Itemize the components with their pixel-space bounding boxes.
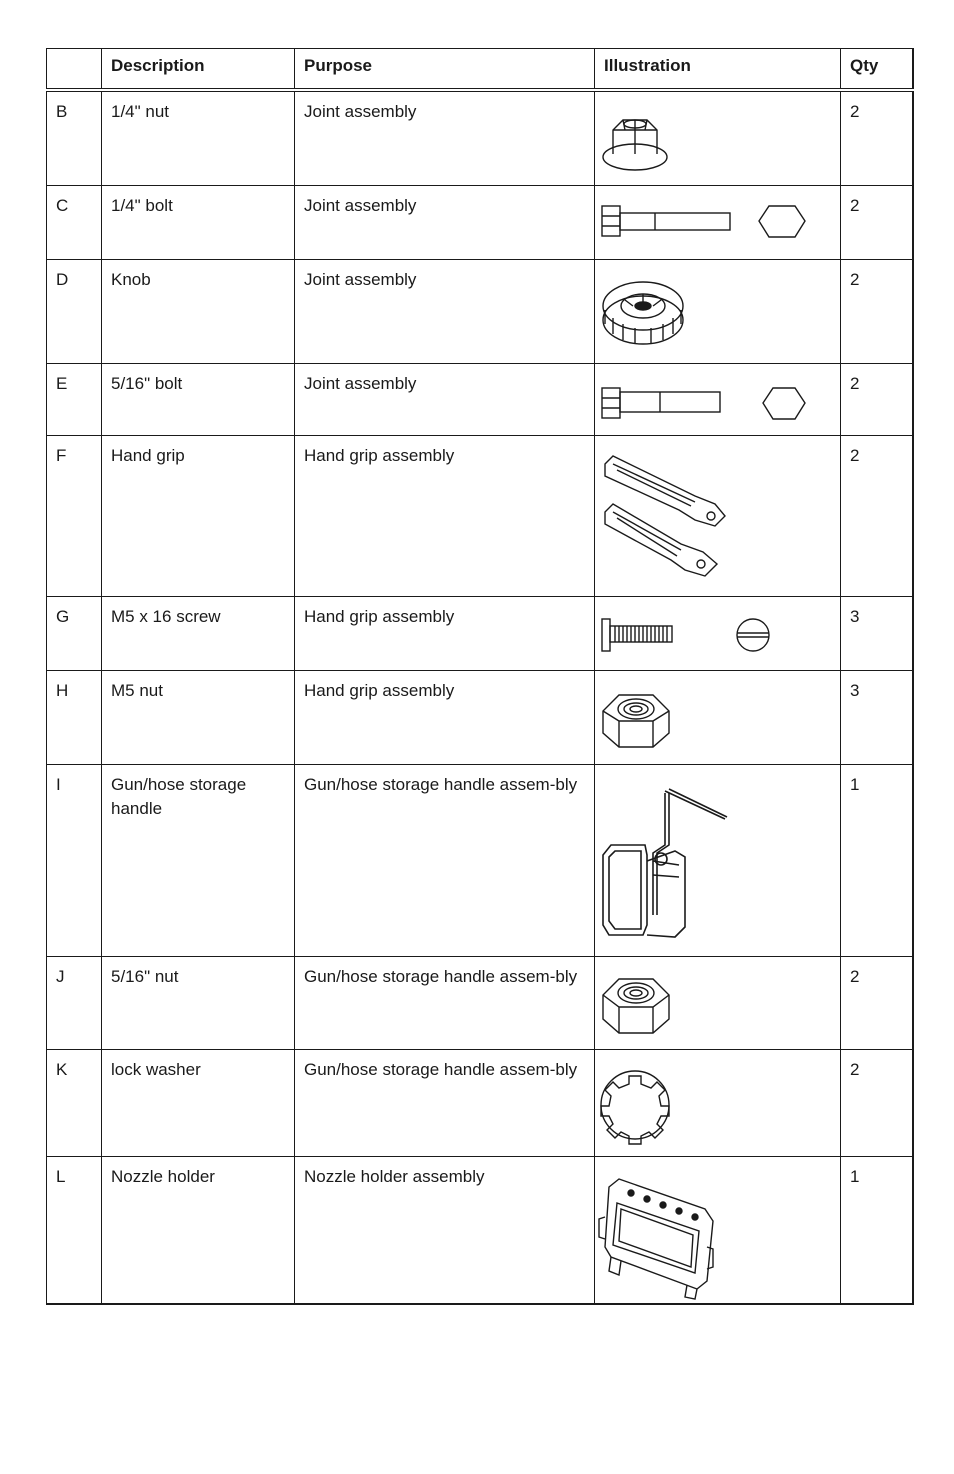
part-description: 5/16" bolt: [102, 364, 295, 436]
table-row: [47, 671, 913, 765]
table-row: [47, 765, 913, 957]
table-row: [47, 364, 913, 436]
table-row: [47, 186, 913, 260]
header-qty: Qty: [841, 49, 913, 91]
flange-nut-icon: [595, 92, 839, 185]
part-purpose: Hand grip assembly: [295, 597, 595, 671]
part-qty: 2: [841, 186, 913, 260]
part-purpose: Joint assembly: [295, 90, 595, 186]
part-qty: 1: [841, 1157, 913, 1304]
header-description: Description: [102, 49, 295, 91]
part-illustration: [595, 1050, 841, 1157]
part-id: H: [47, 671, 102, 765]
table-row: [47, 597, 913, 671]
header-row: [47, 49, 913, 91]
part-description: M5 nut: [102, 671, 295, 765]
part-id: J: [47, 957, 102, 1050]
part-purpose: Hand grip assembly: [295, 436, 595, 597]
header-id: [47, 49, 102, 91]
header-illustration: Illustration: [595, 49, 841, 91]
part-illustration: [595, 671, 841, 765]
wire-handle-icon: [595, 765, 839, 955]
part-qty: 3: [841, 597, 913, 671]
part-illustration: [595, 186, 841, 260]
nozzle-holder-icon: [595, 1157, 839, 1302]
part-id: E: [47, 364, 102, 436]
table-row: [47, 260, 913, 364]
hex-nut-icon: [595, 671, 839, 763]
part-illustration: [595, 364, 841, 436]
part-id: K: [47, 1050, 102, 1157]
parts-table: [46, 48, 914, 1305]
table-row: [47, 436, 913, 597]
part-illustration: [595, 765, 841, 957]
hex-bolt-icon: [595, 364, 839, 434]
part-illustration: [595, 597, 841, 671]
table-row: [47, 1157, 913, 1304]
part-qty: 2: [841, 260, 913, 364]
part-purpose: Joint assembly: [295, 260, 595, 364]
part-illustration: [595, 260, 841, 364]
part-illustration: [595, 436, 841, 597]
part-qty: 1: [841, 765, 913, 957]
part-qty: 2: [841, 436, 913, 597]
part-id: G: [47, 597, 102, 671]
part-qty: 2: [841, 1050, 913, 1157]
part-purpose: Joint assembly: [295, 364, 595, 436]
knob-icon: [595, 260, 839, 362]
part-qty: 2: [841, 90, 913, 186]
part-description: Hand grip: [102, 436, 295, 597]
part-qty: 2: [841, 957, 913, 1050]
part-id: C: [47, 186, 102, 260]
part-description: 5/16" nut: [102, 957, 295, 1050]
part-id: L: [47, 1157, 102, 1304]
hand-grip-icon: [595, 436, 839, 595]
part-description: Gun/hose storage handle: [102, 765, 295, 957]
part-description: Nozzle holder: [102, 1157, 295, 1304]
part-illustration: [595, 1157, 841, 1304]
hex-bolt-icon: [595, 186, 839, 258]
part-description: lock washer: [102, 1050, 295, 1157]
part-description: 1/4" nut: [102, 90, 295, 186]
part-description: M5 x 16 screw: [102, 597, 295, 671]
part-id: I: [47, 765, 102, 957]
part-purpose: Gun/hose storage handle assem-bly: [295, 957, 595, 1050]
part-purpose: Joint assembly: [295, 186, 595, 260]
hex-nut-icon: [595, 957, 839, 1048]
part-id: F: [47, 436, 102, 597]
part-purpose: Hand grip assembly: [295, 671, 595, 765]
part-description: 1/4" bolt: [102, 186, 295, 260]
part-purpose: Gun/hose storage handle assem-bly: [295, 1050, 595, 1157]
table-row: [47, 957, 913, 1050]
slotted-screw-icon: [595, 597, 839, 669]
part-illustration: [595, 90, 841, 186]
header-purpose: Purpose: [295, 49, 595, 91]
part-qty: 2: [841, 364, 913, 436]
part-id: B: [47, 90, 102, 186]
part-qty: 3: [841, 671, 913, 765]
part-id: D: [47, 260, 102, 364]
part-description: Knob: [102, 260, 295, 364]
lock-washer-icon: [595, 1050, 839, 1155]
table-row: [47, 1050, 913, 1157]
part-purpose: Nozzle holder assembly: [295, 1157, 595, 1304]
part-purpose: Gun/hose storage handle assem-bly: [295, 765, 595, 957]
table-row: [47, 90, 913, 186]
part-illustration: [595, 957, 841, 1050]
